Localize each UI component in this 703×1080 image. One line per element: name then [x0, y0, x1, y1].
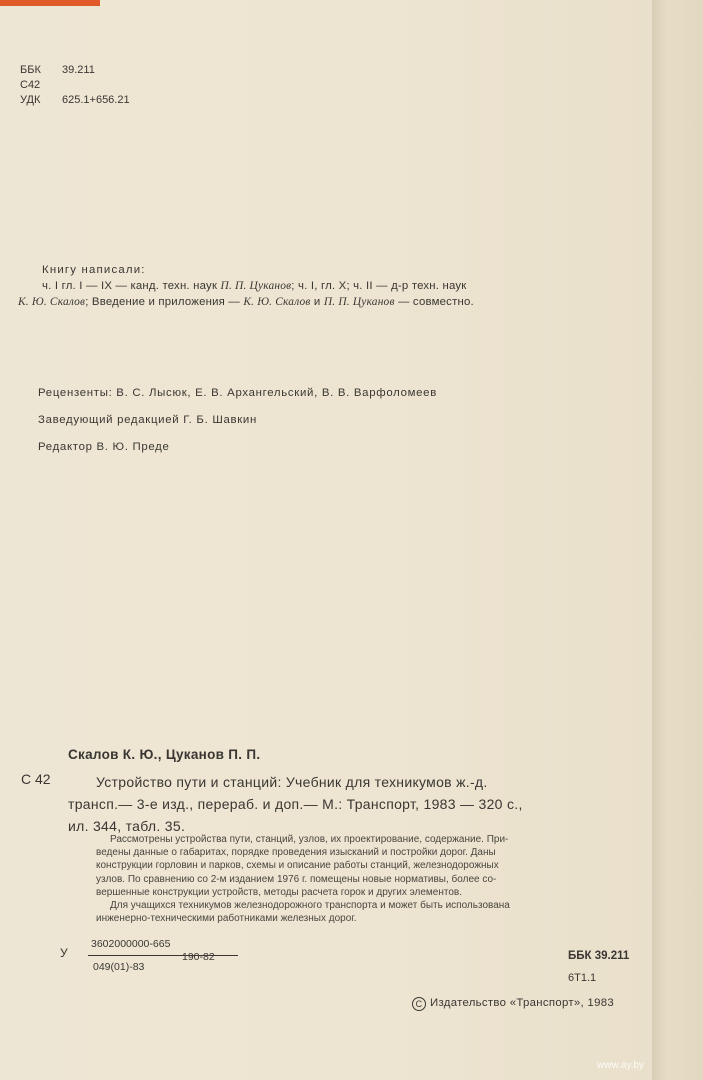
catalog-side-code: 190-82	[182, 951, 215, 963]
udk-value: 625.1+656.21	[62, 94, 130, 106]
author-name: К. Ю. Скалов	[18, 296, 86, 308]
authors-heading: Книгу написали:	[42, 264, 146, 276]
cover-corner	[0, 0, 100, 6]
annotation-line: узлов. По сравнению со 2-м изданием 1976 г. помещены новые нормативы, более со-	[96, 873, 497, 885]
editor-line: Редактор В. Ю. Преде	[38, 441, 170, 453]
head-editor-line: Заведующий редакцией Г. Б. Шавкин	[38, 414, 257, 426]
authors-text: ч. I гл. I — IX — канд. техн. наук	[42, 280, 221, 292]
fraction-line	[88, 955, 238, 956]
annotation	[96, 833, 510, 925]
copyright-icon: С	[412, 997, 426, 1011]
authors-line-2	[18, 278, 638, 294]
bibliographic-line: Устройство пути и станций: Учебник для техникумов ж.-д.	[96, 774, 488, 790]
reviewers-line: Рецензенты: В. С. Лысюк, Е. В. Архангельский, В. В. Варфоломеев	[38, 387, 437, 399]
authors-note	[18, 262, 638, 310]
authors-text: ; Введение и приложения —	[85, 296, 244, 308]
bibliographic-code: С 42	[21, 771, 51, 787]
annotation-line: Рассмотрены устройства пути, станций, узлов, их проектирование, содержание. При-	[110, 834, 509, 845]
catalog-letter: У	[60, 946, 68, 960]
authors-text: — совместно.	[394, 296, 474, 308]
udk-label: УДК	[20, 94, 41, 106]
bbk-bottom: ББК 39.211	[568, 950, 630, 962]
bbk-label: ББК	[20, 64, 41, 76]
authors-text: и	[310, 296, 324, 308]
classification-codes	[20, 63, 130, 108]
author-sign: С42	[20, 79, 41, 91]
authors-line-3	[18, 294, 638, 310]
bbk-value: 39.211	[62, 64, 95, 76]
authors-text: ; ч. I, гл. X; ч. II — д-р техн. наук	[291, 280, 467, 292]
annotation-line: инженерно-техническими работниками железных дорог.	[96, 913, 357, 925]
catalog-denominator: 049(01)-83	[93, 961, 145, 973]
catalog-numerator: 3602000000-665	[91, 938, 171, 950]
bibliographic-line: ил. 344, табл. 35.	[68, 818, 186, 834]
copyright	[412, 997, 614, 1011]
annotation-line: Для учащихся техникумов железнодорожного транспорта и может быть использована	[110, 900, 510, 912]
author-name: К. Ю. Скалов	[243, 296, 311, 308]
page-edge	[652, 0, 703, 1080]
author-name: П. П. Цуканов	[323, 296, 395, 308]
watermark: www.ay.by	[597, 1060, 645, 1071]
author-name: П. П. Цуканов	[220, 280, 292, 292]
annotation-line: вершенные конструкции устройств, методы расчета горок и других элементов.	[96, 886, 463, 898]
bibliographic-line: трансп.— 3-е изд., перераб. и доп.— М.: Транспорт, 1983 — 320 с.,	[68, 796, 523, 812]
bibliographic-authors: Скалов К. Ю., Цуканов П. П.	[68, 747, 261, 762]
catalog-code: 6Т1.1	[568, 972, 597, 984]
bibliographic-description	[68, 771, 523, 837]
annotation-line: конструкции горловин и парков, схемы и описание работы станций, железнодорожных	[96, 860, 499, 872]
copyright-text: Издательство «Транспорт», 1983	[430, 997, 614, 1009]
annotation-line: ведены данные о габаритах, порядке проведения изысканий и постройки дорог. Даны	[96, 847, 496, 859]
